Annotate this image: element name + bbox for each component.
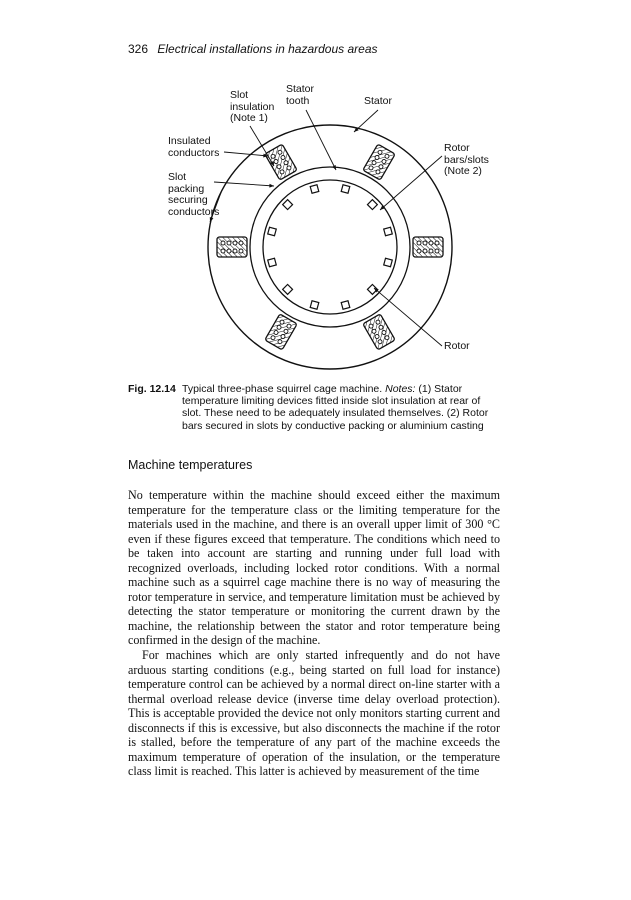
leader-insulated-conductors — [224, 152, 268, 156]
leader-slot-packing-arrowhead — [269, 184, 274, 188]
label-rotor-bars: Rotor bars/slots (Note 2) — [444, 142, 489, 177]
rotor-bar-10 — [341, 185, 350, 194]
caption-notes-label: Notes: — [385, 383, 416, 395]
page-number: 326 — [128, 42, 149, 56]
rotor-circle — [263, 180, 397, 314]
stator-bore-circle — [250, 167, 410, 327]
rotor-bar-4 — [310, 301, 319, 310]
figure-caption — [128, 383, 500, 432]
rotor-bar-12 — [384, 227, 393, 236]
stator-slot-2 — [363, 314, 395, 350]
label-stator: Stator — [364, 95, 393, 107]
stator-slot-5 — [265, 144, 297, 180]
running-header — [128, 42, 378, 56]
machine-diagram — [128, 80, 518, 376]
machine-body — [208, 125, 452, 369]
leader-slot-packing — [214, 182, 274, 186]
leader-stator — [354, 110, 378, 132]
body-text — [128, 488, 500, 779]
stator-slot-4 — [217, 237, 247, 257]
stator-slot-3 — [265, 314, 297, 350]
rotor-bar-6 — [268, 258, 277, 267]
figure-squirrel-cage-machine — [128, 80, 518, 376]
rotor-bar-3 — [341, 301, 350, 310]
label-slot-insulation: Slot insulation (Note 1) — [230, 89, 275, 124]
rotor-bar-11 — [367, 200, 377, 210]
paragraph-1: No temperature within the machine should exceed either the maximum temperature for the temperature class or the limiting temperature for the materials used in the machine, and there is an overall upper limit of 300 °C even if these figures exceed that temperature. The conditions which need to be taken into account are starting and running under full load with recognized overloads, including locked rotor conditions. With a normal machine such as a squirrel cage machine there is no way of measuring the rotor temperature in service, and temperature limitation must be achieved by detecting the stator temperature or monitoring the current drawn by the machine, the relationship between the stator and rotor temperature being confirmed in the design of the machine. — [128, 488, 500, 648]
rotor-bar-1 — [384, 258, 393, 267]
label-rotor: Rotor — [444, 340, 470, 352]
stator-slot-1 — [413, 237, 443, 257]
label-slot-packing: Slot packing securing conductors — [168, 171, 220, 218]
stator-slot-6 — [363, 144, 395, 180]
leader-stator-tooth — [306, 110, 336, 170]
leader-slot-insulation — [250, 126, 274, 166]
running-title: Electrical installations in hazardous areas — [157, 42, 378, 56]
paragraph-2: For machines which are only started infrequently and do not have arduous starting conditions (e.g., being started on full load for instance) temperature control can be achieved by a normal direct on-line starter with a thermal overload release device (inverse time delay overload protection). This is acceptable provided the device not only monitors starting current and disconnects if this is excessive, but also disconnects the machine if the rotor is stalled, before the temperature of any part of the machine exceeds the maximum temperature of operation of the insulation, or the temperature class limit is reached. This latter is achieved by measurement of the time — [128, 648, 500, 779]
rotor-bar-5 — [283, 284, 293, 294]
rotor-bar-7 — [268, 227, 277, 236]
section-heading: Machine temperatures — [128, 458, 253, 472]
caption-notes-text: (1) Stator temperature limiting devices fitted inside slot insulation at rear of slot. These need to be adequately insulated themselves. (2) Rotor bars secured in slots by conductive packing or aluminium casting — [182, 383, 489, 432]
caption-lead: Typical three-phase squirrel cage machine. — [182, 383, 383, 395]
label-stator-tooth: Stator tooth — [286, 83, 315, 107]
label-insulated-conductors: Insulated conductors — [168, 135, 220, 159]
rotor-bar-9 — [310, 185, 319, 194]
rotor-bar-8 — [283, 200, 293, 210]
caption-number: Fig. 12.14 — [128, 383, 176, 395]
